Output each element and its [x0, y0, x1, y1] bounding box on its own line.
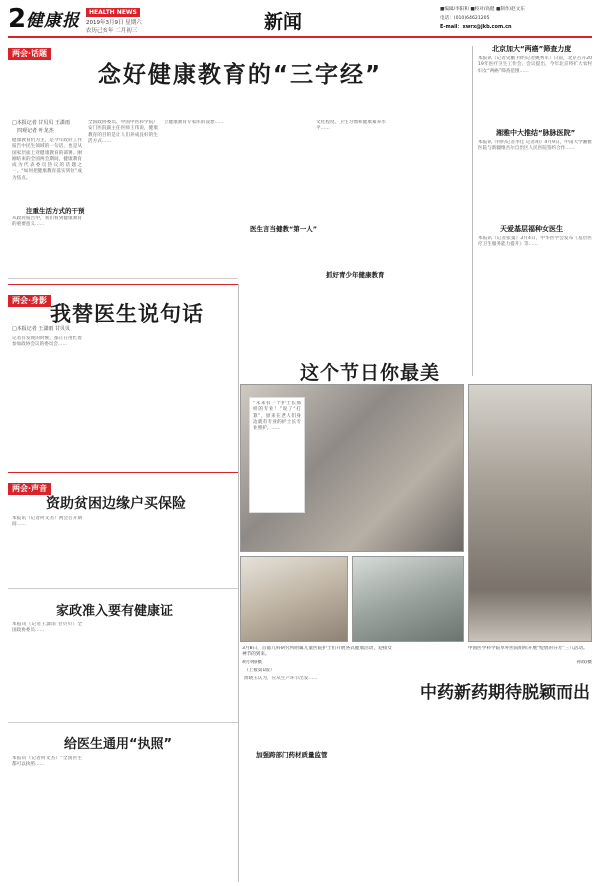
- tcm-text-1: 源晓玉认为，应从生产环节出发……: [244, 676, 318, 681]
- lianghui-tag: 两会·话题: [8, 41, 51, 60]
- insurance-text-3: [164, 756, 234, 880]
- brief-3-title: 天爱基层福种女医生: [500, 225, 563, 233]
- section-title: 新闻: [264, 11, 303, 33]
- editor-line: ■编辑/李阳和 ■校对/高健 ■制作/赵文东: [440, 7, 525, 12]
- feature-photo-left: [240, 556, 348, 642]
- section2-text-2: [88, 296, 158, 466]
- lunar-date: 农历己亥年 二月初三: [86, 28, 138, 34]
- feature-caption-2-credit: 孙政/摄: [576, 660, 592, 665]
- right-col-divider: [472, 46, 473, 376]
- home-headline: 家政准入要有健康证: [56, 604, 174, 619]
- page-number: 2: [8, 4, 27, 34]
- home-divider: [8, 588, 238, 589]
- section2-text-1: 记者有发现的时候，都正在用忙着参加政协会议的委员会……: [12, 336, 82, 348]
- feature-photo-right: [468, 384, 592, 642]
- insurance-divider: [8, 722, 238, 723]
- feature-caption-credit: 胡小刚/摄: [242, 660, 262, 665]
- home-text-2: [88, 622, 158, 718]
- section3-tag: 两会·声音: [8, 476, 51, 495]
- home-text-1: 本报讯（记者王潇雨 甘贝贝）全国政协委员……: [12, 622, 82, 634]
- tcm-text-5: [508, 706, 592, 880]
- feature-caption-2: 中国医学科学院阜外医院组织开展“绽放的芬芳”三八活动。: [468, 646, 588, 651]
- section2-divider: [8, 284, 238, 285]
- feature-title: 这个节日你最美: [300, 362, 441, 384]
- brief-2-title: 湘雅中大推结“脉脉医院”: [496, 129, 576, 137]
- issue-date: 2019年3月9日 星期六: [86, 20, 142, 26]
- tcm-intro: （上接第1版）: [244, 668, 275, 673]
- tcm-text-4: [420, 706, 502, 880]
- phone: 电话：(010)64621205: [440, 16, 490, 21]
- section2-headline: 我替医生说句话: [50, 302, 204, 326]
- insurance-headline: 给医生通用“执照”: [64, 737, 173, 752]
- section-en: HEALTH NEWS: [86, 8, 140, 17]
- lead-col-1: 健康教育仍为主，是今年政府工作报告中民生领域的一句话，也是从国家层面上对健康教育的部署。刚刚结束的全国两会期间，健康教育成为代表委员热议的话题之一，“如何把健康教育落实到位”成为焦点。: [12, 138, 82, 181]
- feature-quote: “未来有一个护士长那样的专业！”说了“打算”，原来在老人们身边就有专业的护士长专业照护。……: [253, 401, 301, 432]
- lead-byline-1: □本报记者 甘贝贝 王潇雨: [12, 120, 70, 126]
- section2-text-3: [164, 296, 234, 466]
- section3-text-3: [164, 516, 234, 582]
- lead-sub-1: 注重生活方式的干预: [26, 207, 85, 215]
- section3-divider: [8, 472, 238, 473]
- masthead-rule: [8, 36, 592, 38]
- masthead: [8, 4, 592, 44]
- section2-tag: 两会·身影: [8, 288, 51, 307]
- lead-sub-3: 抓好青少年健康教育: [326, 271, 385, 279]
- paper-name: 健康报: [26, 11, 80, 31]
- tcm-subhead: 加强跨部门药材质量监管: [256, 751, 328, 759]
- insurance-text-1: 本报讯（记者何文杰）“全国医生都可以执照……: [12, 756, 82, 768]
- lead-col-8: [392, 120, 462, 290]
- lead-byline-2: 四观记者 叶龙杰: [12, 128, 54, 134]
- home-text-3: [164, 622, 234, 718]
- feature-caption: 3月8日，首都儿科研究所附属儿童医院护士们开展各式健康活动，迎接女神节的到来。: [242, 646, 392, 658]
- feature-quote-box: [249, 397, 305, 513]
- lead-col-6: [240, 234, 310, 270]
- brief-2-text: 本报讯（特约记者李佳 记者胡）4月9日，中南大学湘雅医院与新疆维吾尔自治区人民医院签约合作……: [478, 140, 592, 152]
- brief-1-title: 北京加大“两癌”筛查力度: [492, 45, 572, 53]
- lead-divider: [8, 278, 238, 279]
- feature-photo-mid: [352, 556, 464, 642]
- lead-col-2: 从政府报告中，我们看到健康教育的重要意义……: [12, 216, 82, 228]
- section3-headline: 资助贫困边缘户买保险: [46, 496, 186, 512]
- feature-photo-main: [240, 384, 464, 552]
- lower-col-divider: [238, 284, 239, 882]
- lead-headline: 念好健康教育的“三字经”: [97, 62, 383, 88]
- lead-col-7: 文化程度、卫生习惯和健康素养水平……: [316, 120, 386, 132]
- tcm-headline: 中药新药期待脱颖而出: [420, 683, 590, 703]
- brief-3-text: 本报讯（记者张曼）3月4日，中华医学会发布《基层医疗卫生服务能力提升》等……: [478, 236, 592, 248]
- section3-text-2: [88, 516, 158, 582]
- brief-1-text: 本报讯（记者史鹏 特约记者姚秀军）日前，北京召开2019年医疗卫生工作会，会议提出，今年北京将扩大农村妇女“两癌”筛查范围……: [478, 56, 592, 74]
- lead-col-5: [240, 120, 310, 220]
- lead-col-3: 全国政协委员、中国中医科学院广安门医院副主任医师王伟说，健康教育的目的是让人们养成良好的生活方式……: [88, 120, 158, 144]
- tcm-text-3: [332, 676, 414, 880]
- lead-sub-2: 医生言当健教“第一人”: [250, 225, 318, 233]
- lead-col-4: 立健康教育专家库的设想……: [164, 120, 224, 125]
- section3-text-1: 本报讯（记者何文杰）两会召开期间……: [12, 516, 82, 528]
- insurance-text-2: [88, 756, 158, 880]
- email: E-mail：xwrx@jkb.com.cn: [440, 24, 512, 30]
- tcm-text-2: [244, 760, 326, 880]
- section2-byline: □本报记者 王潇雨 甘贝贝: [12, 326, 70, 332]
